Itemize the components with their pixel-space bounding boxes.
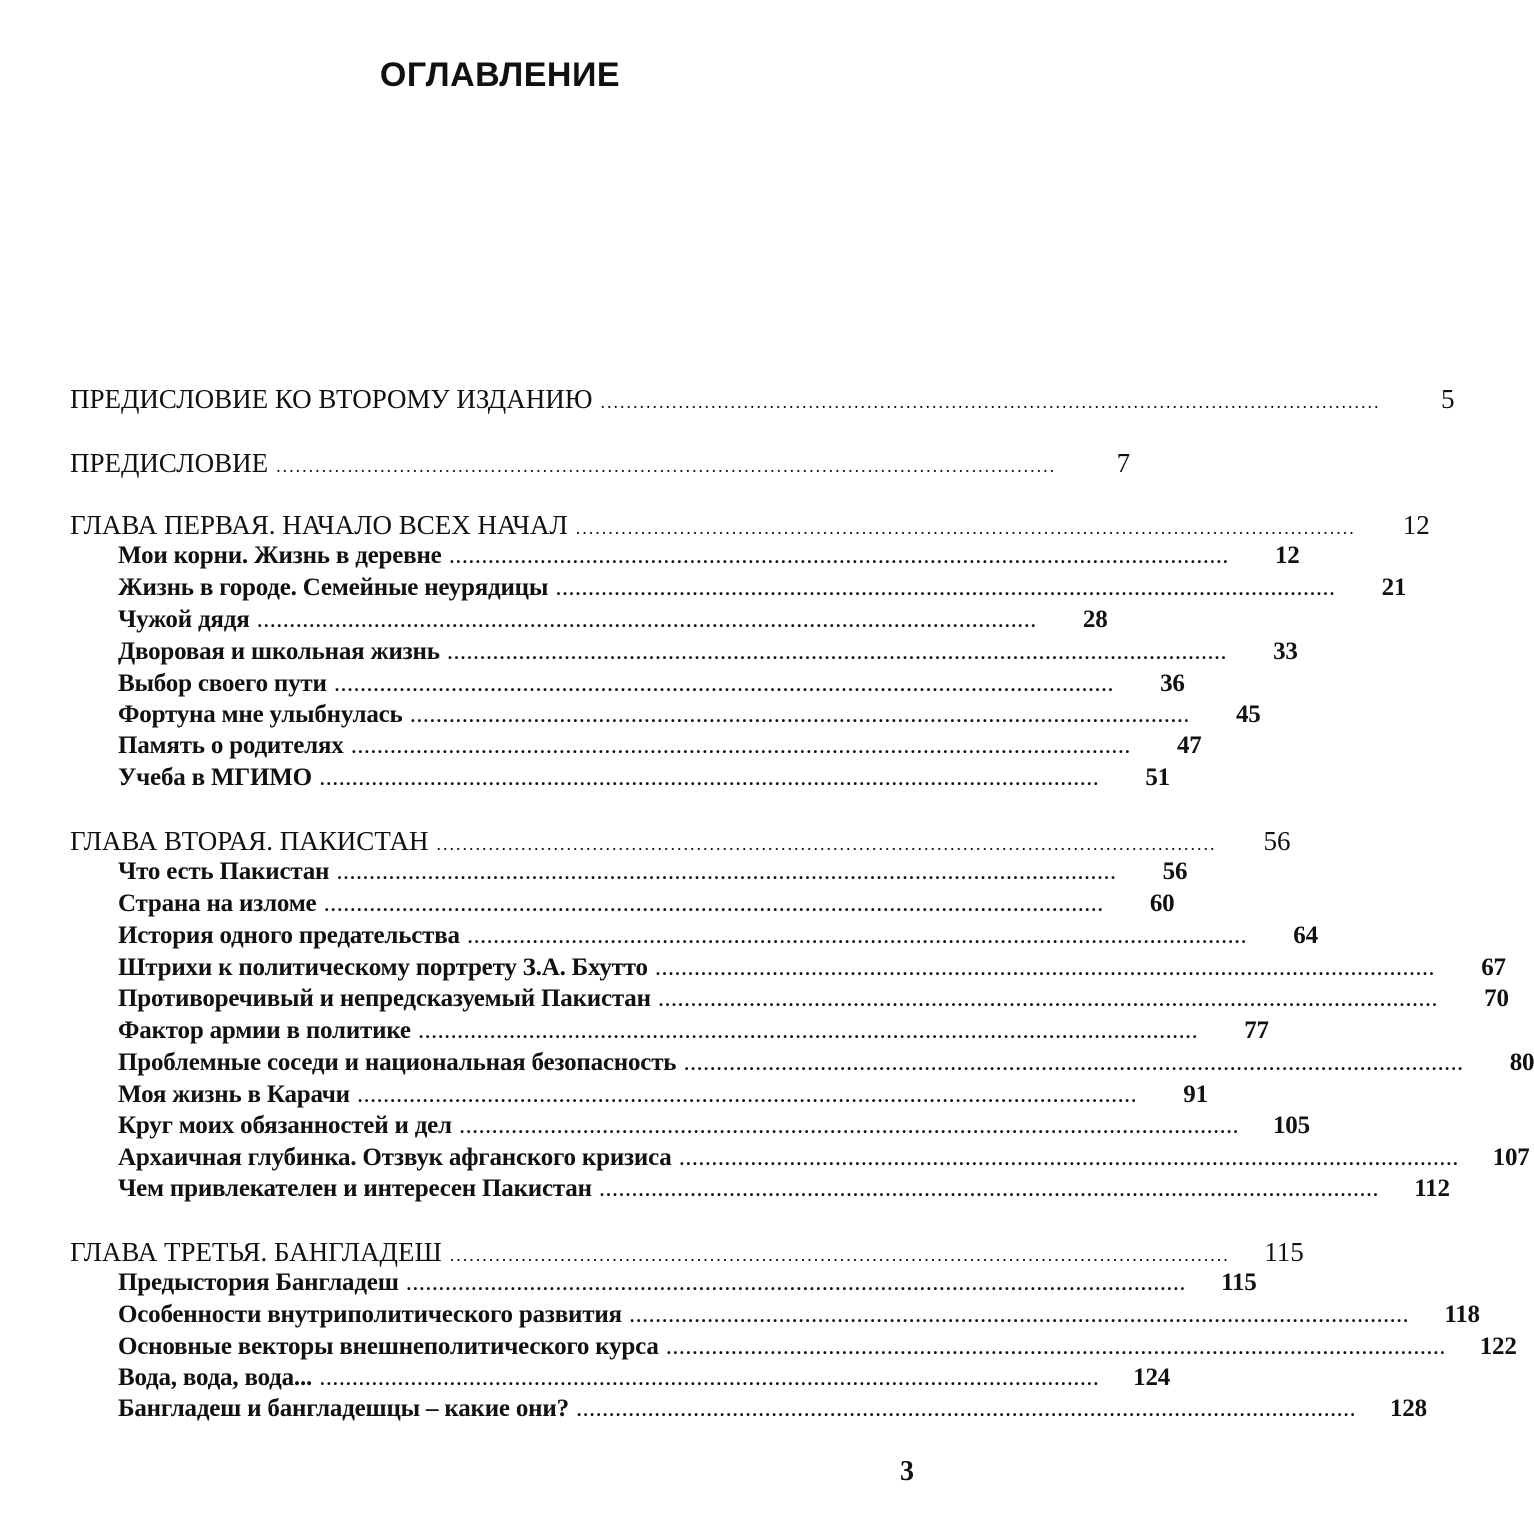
toc-entry-label: ПРЕДИСЛОВИЕ КО ВТОРОМУ ИЗДАНИЮ <box>70 384 593 414</box>
toc-entry-section[interactable] <box>118 1112 1310 1140</box>
dot-leader: ........................................................................................................................ <box>357 1086 1138 1106</box>
toc-entry-section[interactable] <box>118 1301 1480 1329</box>
toc-entry-label: Моя жизнь в Карачи <box>118 1081 350 1108</box>
toc-entry-preface-2nd-edition[interactable] <box>70 384 1455 415</box>
toc-entry-section[interactable] <box>118 542 1300 570</box>
dot-leader: ........................................................................................................................ <box>334 675 1115 695</box>
toc-entry-page: 122 <box>1479 1333 1517 1360</box>
dot-leader: ........................................................................................................................ <box>447 643 1228 663</box>
dot-leader: ........................................................................................................................ <box>410 706 1191 726</box>
toc-entry-section[interactable] <box>118 1395 1427 1423</box>
toc-entry-section[interactable] <box>118 574 1407 602</box>
dot-leader: ........................................................................................................................ <box>276 456 1057 476</box>
toc-entry-section[interactable] <box>118 1269 1257 1297</box>
dot-leader: ........................................................................................................................ <box>666 1338 1447 1358</box>
toc-entry-page: 33 <box>1273 638 1298 665</box>
toc-entry-chapter-1[interactable] <box>70 510 1430 541</box>
dot-leader: ........................................................................................................................ <box>337 863 1118 883</box>
toc-entry-page: 112 <box>1414 1175 1450 1202</box>
toc-entry-page: 60 <box>1149 890 1175 917</box>
toc-entry-page: 56 <box>1263 826 1291 856</box>
toc-entry-section[interactable] <box>118 1081 1208 1109</box>
toc-entry-label: Круг моих обязанностей и дел <box>118 1112 452 1139</box>
dot-leader: ........................................................................................................................ <box>629 1306 1410 1326</box>
toc-entry-page: 47 <box>1176 732 1202 759</box>
dot-leader: ........................................................................................................................ <box>679 1149 1460 1169</box>
toc-entry-label: Противоречивый и непредсказуемый Пакистан <box>118 985 651 1012</box>
toc-entry-section[interactable] <box>118 638 1298 666</box>
toc-entry-page: 91 <box>1183 1081 1208 1108</box>
toc-entry-label: Штрихи к политическому портрету З.А. Бхутто <box>118 954 648 981</box>
toc-entry-label: Дворовая и школьная жизнь <box>118 638 440 665</box>
toc-entry-section[interactable] <box>118 732 1202 760</box>
toc-entry-page: 115 <box>1221 1269 1257 1296</box>
toc-entry-page: 128 <box>1389 1395 1427 1422</box>
dot-leader: ........................................................................................................................ <box>324 895 1105 915</box>
toc-entry-section[interactable] <box>118 670 1185 698</box>
toc-entry-label: Что есть Пакистан <box>118 858 330 885</box>
toc-entry-chapter-3[interactable] <box>70 1237 1304 1268</box>
toc-entry-page: 51 <box>1145 764 1170 791</box>
toc-entry-label: Выбор своего пути <box>118 670 327 697</box>
toc-entry-chapter-2[interactable] <box>70 826 1291 857</box>
toc-entry-label: Память о родителях <box>118 732 344 759</box>
toc-entry-section[interactable] <box>118 1364 1171 1392</box>
toc-entry-page: 80 <box>1509 1049 1534 1076</box>
dot-leader: ........................................................................................................................ <box>436 834 1217 854</box>
dot-leader: ........................................................................................................................ <box>599 1180 1380 1200</box>
toc-entry-section[interactable] <box>118 764 1170 792</box>
toc-title: ОГЛАВЛЕНИЕ <box>379 56 621 94</box>
toc-entry-page: 28 <box>1082 606 1108 633</box>
dot-leader: ........................................................................................................................ <box>459 1117 1240 1137</box>
toc-entry-label: Чужой дядя <box>118 606 250 633</box>
toc-entry-page: 67 <box>1481 954 1506 981</box>
toc-entry-label: История одного предательства <box>118 922 460 949</box>
toc-entry-section[interactable] <box>118 858 1188 886</box>
toc-entry-label: Мои корни. Жизнь в деревне <box>118 542 442 569</box>
dot-leader: ........................................................................................................................ <box>406 1274 1187 1294</box>
toc-entry-section[interactable] <box>118 1017 1269 1045</box>
dot-leader: ........................................................................................................................ <box>600 392 1381 412</box>
toc-entry-label: ГЛАВА ПЕРВАЯ. НАЧАЛО ВСЕХ НАЧАЛ <box>70 510 568 540</box>
toc-entry-page: 12 <box>1274 542 1300 569</box>
toc-entry-label: Вода, вода, вода... <box>118 1364 313 1391</box>
toc-entry-page: 115 <box>1264 1237 1304 1267</box>
toc-entry-label: ПРЕДИСЛОВИЕ <box>70 448 269 478</box>
toc-entry-label: Чем привлекателен и интересен Пакистан <box>118 1175 592 1202</box>
toc-entry-page: 118 <box>1444 1301 1480 1328</box>
dot-leader: ........................................................................................................................ <box>684 1054 1465 1074</box>
dot-leader: ........................................................................................................................ <box>320 1369 1101 1389</box>
toc-entry-section[interactable] <box>118 1333 1517 1361</box>
dot-leader: ........................................................................................................................ <box>449 547 1230 567</box>
toc-entry-page: 21 <box>1381 574 1407 601</box>
toc-entry-section[interactable] <box>118 606 1108 634</box>
toc-entry-label: Проблемные соседи и национальная безопасность <box>118 1049 677 1076</box>
toc-entry-label: Архаичная глубинка. Отзвук афганского кризиса <box>118 1144 672 1171</box>
toc-entry-section[interactable] <box>118 890 1175 918</box>
dot-leader: ........................................................................................................................ <box>576 1400 1357 1420</box>
toc-entry-page: 64 <box>1293 922 1318 949</box>
toc-entry-page: 124 <box>1133 1364 1171 1391</box>
toc-entry-label: Учеба в МГИМО <box>118 764 312 791</box>
dot-leader: ........................................................................................................................ <box>449 1245 1230 1265</box>
toc-entry-section[interactable] <box>118 1049 1534 1077</box>
toc-entry-page: 36 <box>1160 670 1185 697</box>
toc-entry-label: Особенности внутриполитического развития <box>118 1301 622 1328</box>
toc-entry-label: Страна на изломе <box>118 890 317 917</box>
toc-entry-label: Фактор армии в политике <box>118 1017 411 1044</box>
dot-leader: ........................................................................................................................ <box>257 611 1038 631</box>
toc-entry-preface[interactable] <box>70 448 1131 479</box>
toc-entry-section[interactable] <box>118 954 1506 982</box>
toc-entry-label: Основные векторы внешнеполитического курса <box>118 1333 659 1360</box>
toc-entry-label: Бангладеш и бангладешцы – какие они? <box>118 1395 569 1422</box>
dot-leader: ........................................................................................................................ <box>351 737 1132 757</box>
toc-entry-label: Предыстория Бангладеш <box>118 1269 399 1296</box>
toc-entry-section[interactable] <box>118 701 1261 729</box>
toc-entry-label: Фортуна мне улыбнулась <box>118 701 403 728</box>
toc-entry-page: 12 <box>1402 510 1430 540</box>
toc-entry-page: 56 <box>1162 858 1188 885</box>
toc-entry-section[interactable] <box>118 985 1509 1013</box>
dot-leader: ........................................................................................................................ <box>418 1022 1199 1042</box>
toc-entry-label: ГЛАВА ВТОРАЯ. ПАКИСТАН <box>70 826 429 856</box>
toc-entry-page: 70 <box>1484 985 1509 1012</box>
toc-entry-section[interactable] <box>118 922 1318 950</box>
dot-leader: ........................................................................................................................ <box>655 959 1436 979</box>
toc-entry-page: 5 <box>1440 384 1455 414</box>
toc-entry-page: 107 <box>1492 1144 1530 1171</box>
dot-leader: ........................................................................................................................ <box>658 990 1439 1010</box>
toc-entry-page: 77 <box>1244 1017 1269 1044</box>
page-number: 3 <box>900 1456 914 1487</box>
dot-leader: ........................................................................................................................ <box>575 518 1356 538</box>
toc-entry-label: ГЛАВА ТРЕТЬЯ. БАНГЛАДЕШ <box>70 1237 442 1267</box>
toc-entry-page: 105 <box>1272 1112 1310 1139</box>
dot-leader: ........................................................................................................................ <box>319 769 1100 789</box>
dot-leader: ........................................................................................................................ <box>467 927 1248 947</box>
toc-entry-section[interactable] <box>118 1144 1530 1172</box>
dot-leader: ........................................................................................................................ <box>556 579 1337 599</box>
toc-entry-section[interactable] <box>118 1175 1450 1203</box>
toc-entry-label: Жизнь в городе. Семейные неурядицы <box>118 574 549 601</box>
toc-entry-page: 7 <box>1116 448 1131 478</box>
toc-entry-page: 45 <box>1235 701 1261 728</box>
